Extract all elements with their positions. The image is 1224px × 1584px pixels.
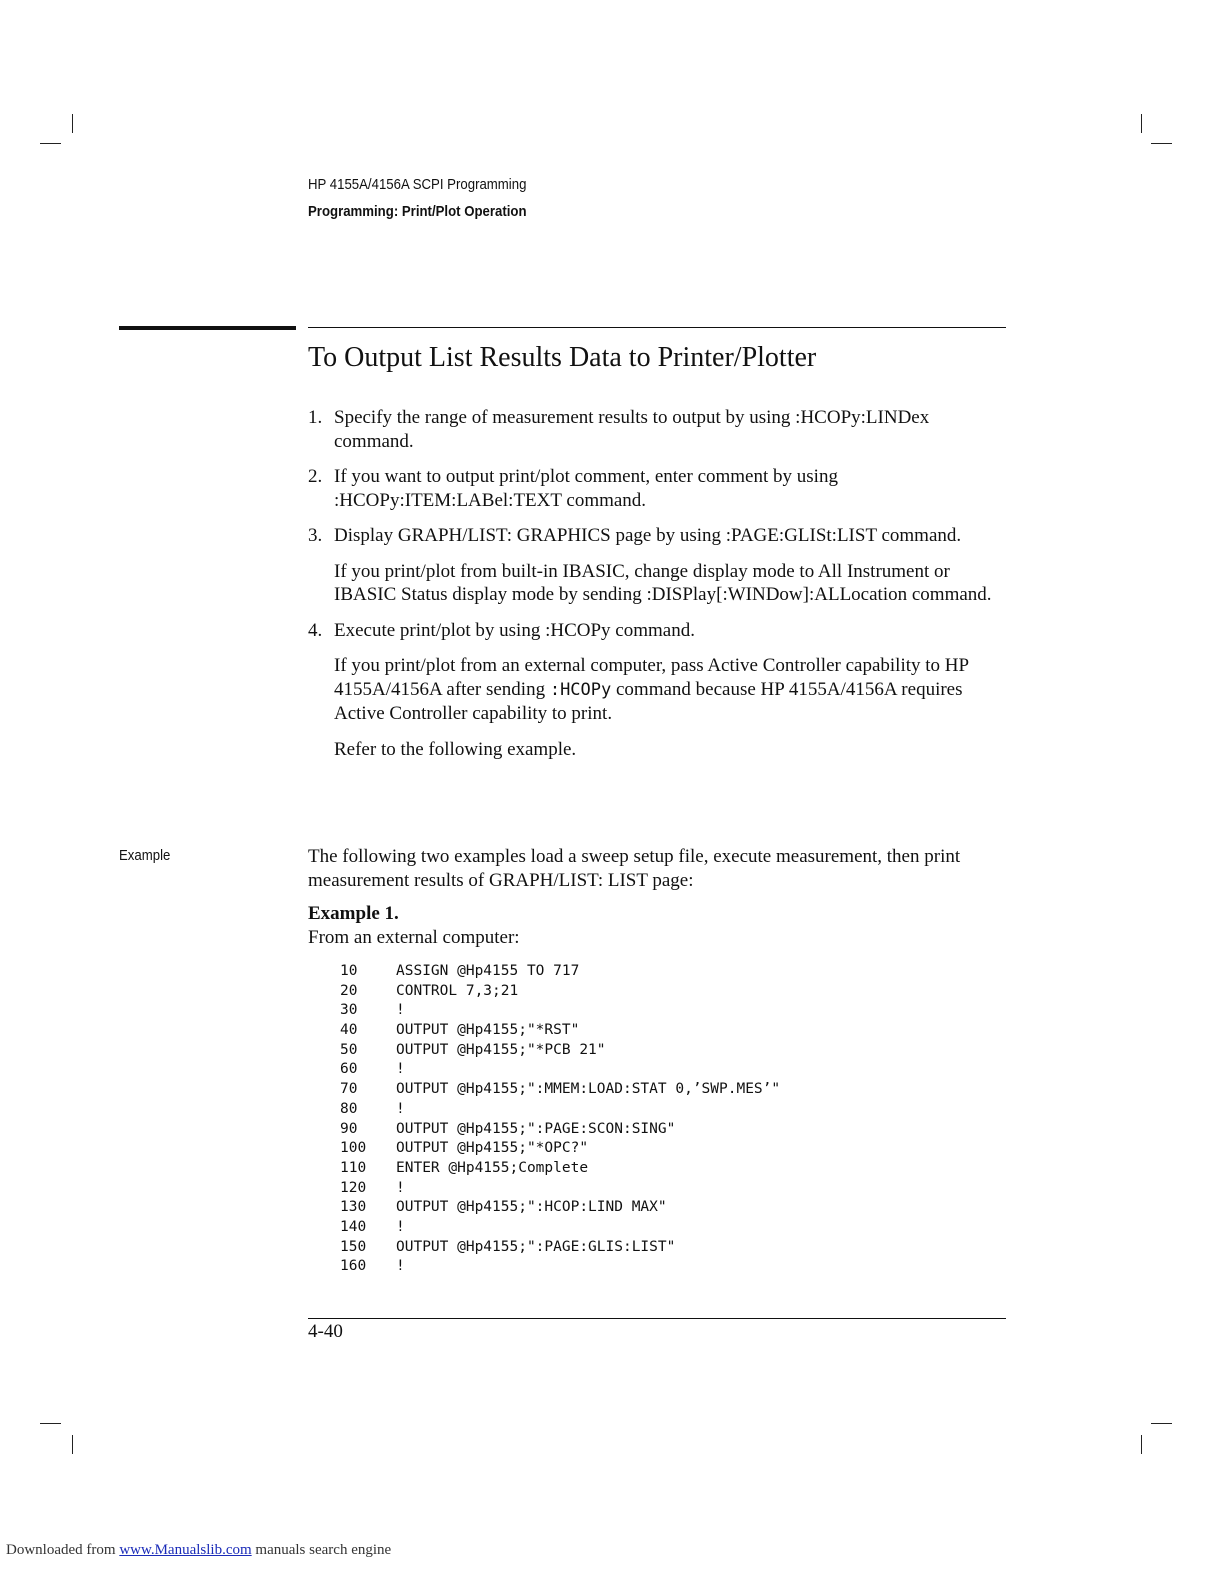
crop-mark: [1151, 143, 1172, 144]
step-list: [308, 406, 1008, 773]
code-text: !: [396, 1258, 405, 1275]
note-text: command because HP 4155A/4156A requires Active Controller capability to print.: [334, 678, 963, 724]
running-header: HP 4155A/4156A SCPI Programming: [308, 176, 527, 193]
crop-mark: [1151, 1423, 1172, 1424]
code-text: !: [396, 1061, 405, 1078]
code-line: [340, 1001, 780, 1021]
code-line: [340, 1021, 780, 1041]
line-number: 20: [340, 982, 358, 999]
download-prefix: Downloaded from: [6, 1542, 116, 1558]
code-text: OUTPUT @Hp4155;":PAGE:SCON:SING": [396, 1120, 676, 1137]
code-text: OUTPUT @Hp4155;":HCOP:LIND MAX": [396, 1199, 667, 1216]
code-listing: [340, 962, 780, 1277]
crop-mark: [40, 1423, 61, 1424]
code-line: [340, 1060, 780, 1080]
code-line: [340, 962, 780, 982]
line-number: 130: [340, 1199, 367, 1216]
code-text: !: [396, 1218, 405, 1235]
code-line: [340, 1139, 780, 1159]
line-number: 60: [340, 1061, 358, 1078]
section-rule: [308, 327, 1006, 328]
crop-mark: [40, 143, 61, 144]
example-intro: The following two examples load a sweep setup file, execute measurement, then print measurement results of GRAPH/LIST: LIST page:: [308, 846, 961, 891]
code-text: OUTPUT @Hp4155;"*PCB 21": [396, 1041, 606, 1058]
line-number: 90: [340, 1120, 358, 1137]
code-text: !: [396, 1179, 405, 1196]
code-text: !: [396, 1002, 405, 1019]
example-subtitle: From an external computer:: [308, 927, 520, 948]
download-suffix: manuals search engine: [255, 1542, 392, 1558]
code-text: ASSIGN @Hp4155 TO 717: [396, 963, 580, 979]
step-text: Specify the range of measurement results to output by using :HCOPy:LINDex command.: [334, 407, 930, 452]
manualslib-link[interactable]: www.Manualslib.com: [119, 1542, 252, 1558]
code-line: [340, 1198, 780, 1218]
step-note: [334, 654, 1008, 726]
code-line: [340, 1179, 780, 1199]
step-text: Display GRAPH/LIST: GRAPHICS page by using :PAGE:GLISt:LIST command.: [334, 525, 962, 546]
step-number: 3.: [308, 525, 323, 546]
crop-mark: [72, 1435, 73, 1454]
section-title: To Output List Results Data to Printer/Plotter: [308, 342, 817, 373]
line-number: 160: [340, 1258, 367, 1275]
line-number: 120: [340, 1179, 367, 1196]
code-text: OUTPUT @Hp4155;":MMEM:LOAD:STAT 0,’SWP.MES’": [396, 1081, 781, 1098]
code-line: [340, 1238, 780, 1258]
crop-mark: [1141, 114, 1142, 133]
example-title: Example 1.: [308, 903, 399, 924]
code-text: OUTPUT @Hp4155;":PAGE:GLIS:LIST": [396, 1238, 676, 1255]
code-text: OUTPUT @Hp4155;"*RST": [396, 1022, 580, 1039]
code-line: [340, 1080, 780, 1100]
code-line: [340, 1159, 780, 1179]
step-item: [308, 619, 1008, 762]
page-number: 4-40: [308, 1321, 343, 1342]
inline-command: :HCOPy: [549, 679, 612, 700]
crop-mark: [1141, 1435, 1142, 1454]
step-note: Refer to the following example.: [334, 738, 577, 760]
step-text: If you want to output print/plot comment, enter comment by using :HCOPy:ITEM:LABel:TEXT command.: [334, 466, 838, 511]
code-line: [340, 1041, 780, 1061]
code-line: [340, 1218, 780, 1238]
step-note: If you print/plot from built-in IBASIC, change display mode to All Instrument or IBASIC Status display mode by sending :DISPlay[:WINDow]:ALLocation command.: [334, 560, 992, 605]
line-number: 100: [340, 1140, 367, 1157]
step-item: [308, 465, 1008, 512]
line-number: 30: [340, 1002, 358, 1019]
code-text: ENTER @Hp4155;Complete: [396, 1159, 589, 1176]
step-number: 1.: [308, 407, 323, 428]
line-number: 80: [340, 1100, 358, 1117]
section-rule-thick: [119, 326, 296, 330]
step-item: [308, 524, 1008, 607]
margin-label-example: Example: [119, 847, 171, 864]
code-line: [340, 982, 780, 1002]
step-text: Execute print/plot by using :HCOPy command.: [334, 619, 695, 641]
line-number: 50: [340, 1041, 358, 1058]
download-footer: [6, 1542, 391, 1559]
code-line: [340, 1120, 780, 1140]
step-number: 4.: [308, 619, 323, 641]
line-number: 150: [340, 1238, 367, 1255]
code-line: [340, 1100, 780, 1120]
chapter-header: Programming: Print/Plot Operation: [308, 203, 527, 220]
code-line: [340, 1257, 780, 1277]
line-number: 110: [340, 1159, 367, 1176]
crop-mark: [72, 114, 73, 133]
code-text: !: [396, 1100, 405, 1117]
line-number: 40: [340, 1022, 358, 1039]
line-number: 10: [340, 963, 358, 979]
footer-rule: [308, 1318, 1006, 1319]
note-text: If you print/plot from an external computer, pass Active Controller capability to HP 4155A/4156A after sending: [334, 655, 969, 700]
step-number: 2.: [308, 466, 323, 487]
code-text: OUTPUT @Hp4155;"*OPC?": [396, 1140, 589, 1157]
line-number: 140: [340, 1218, 367, 1235]
step-item: [308, 406, 1008, 453]
code-text: CONTROL 7,3;21: [396, 982, 519, 999]
line-number: 70: [340, 1081, 358, 1098]
